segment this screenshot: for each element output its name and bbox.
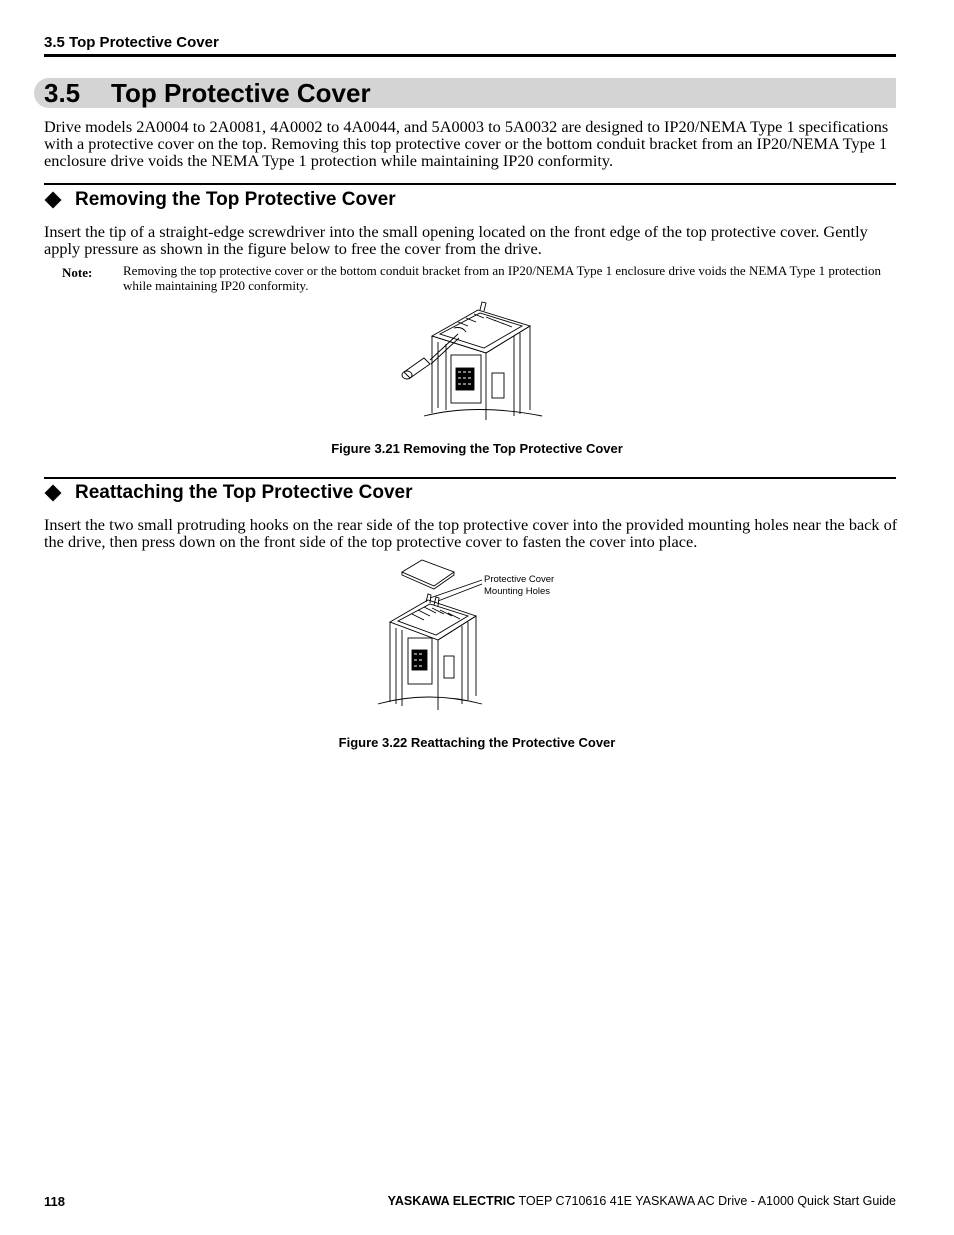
note-label: Note: xyxy=(62,265,93,280)
section-number: 3.5 xyxy=(44,78,81,108)
note-text: Removing the top protective cover or the bottom conduit bracket from an IP20/NEMA Type 1 enclosure drive voids the NEMA Type 1 protection while maintaining IP20 conformity. xyxy=(123,263,882,293)
section-title: Top Protective Cover xyxy=(111,78,371,108)
figure-removing-cover xyxy=(396,298,546,420)
page-number: 118 xyxy=(44,1194,65,1209)
diamond-bullet-icon xyxy=(45,485,62,502)
footer-doc-ref: TOEP C710616 41E YASKAWA AC Drive - A1000 Quick Start Guide xyxy=(515,1194,896,1208)
callout-line-1: Protective Cover xyxy=(484,574,555,585)
diamond-bullet-icon xyxy=(45,192,62,209)
intro-paragraph: Drive models 2A0004 to 2A0081, 4A0002 to 4A0044, and 5A0003 to 5A0032 are designed to IP20/NEMA Type 1 specifications with a protective cover on the top. Removing this top protective cover or the bottom conduit bracket from an IP20/NEMA Type 1 enclosure drive voids the NEMA Type 1 protection while maintaining IP20 conformity. xyxy=(44,117,889,170)
header-rule xyxy=(44,54,896,57)
figure-3-21-caption: Figure 3.21 Removing the Top Protective Cover xyxy=(331,441,623,456)
reattaching-heading xyxy=(44,482,413,504)
removing-paragraph: Insert the tip of a straight-edge screwdriver into the small opening located on the front edge of the top protective cover. Gently apply pressure as shown in the figure below to free the cover from the drive. xyxy=(44,222,868,258)
subsection-rule-removing xyxy=(44,183,896,185)
running-head: 3.5 Top Protective Cover xyxy=(44,34,219,51)
reattaching-heading-text: Reattaching the Top Protective Cover xyxy=(75,482,413,503)
subsection-rule-reattaching xyxy=(44,477,896,479)
reattaching-paragraph: Insert the two small protruding hooks on the rear side of the top protective cover into the provided mounting holes near the back of the drive, then press down on the front side of the top protective cover to fasten the cover into place. xyxy=(44,515,898,551)
figure-3-22-caption: Figure 3.22 Reattaching the Protective Cover xyxy=(338,735,616,750)
footer-doc-info xyxy=(388,1194,896,1208)
removing-heading xyxy=(44,189,396,211)
removing-heading-text: Removing the Top Protective Cover xyxy=(75,189,396,210)
callout-line-2: Mounting Holes xyxy=(484,586,551,597)
figure-reattaching-cover xyxy=(372,558,484,714)
footer-brand: YASKAWA ELECTRIC xyxy=(387,1194,516,1208)
callout-label xyxy=(484,574,554,598)
